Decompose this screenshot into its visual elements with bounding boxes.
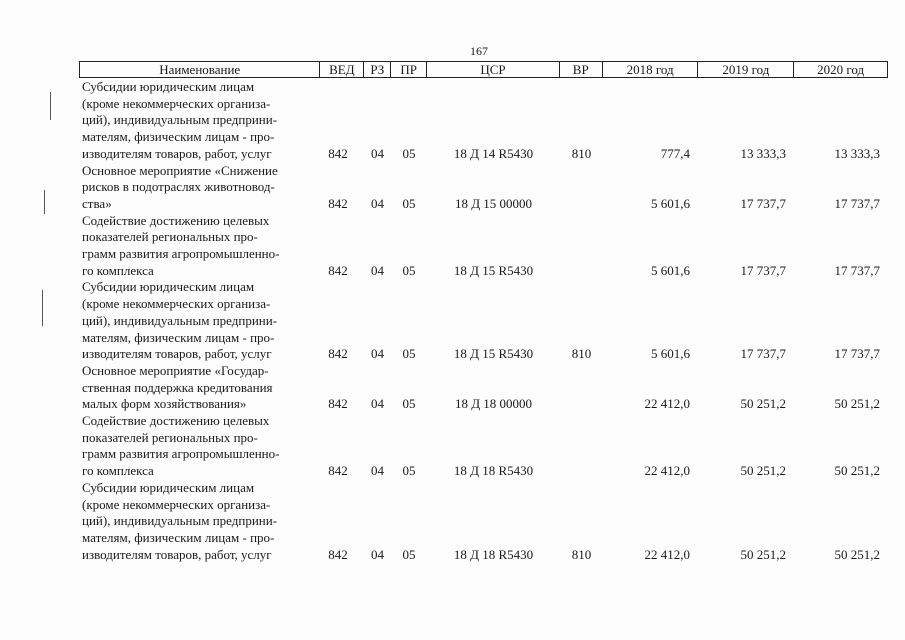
cell-rz: 04 <box>371 145 384 161</box>
row-name-line: мателям, физическим лицам - про- <box>82 129 275 145</box>
cell-pr: 05 <box>402 346 416 362</box>
row-name <box>79 163 320 213</box>
row-name <box>79 480 320 564</box>
cell-y2018: 5 601,6 <box>651 262 690 278</box>
cell-rz: 04 <box>371 195 384 211</box>
cell-ved: 842 <box>328 546 348 562</box>
row-name-line: грамм развития агропромышленно- <box>82 446 280 462</box>
row-name-line: изводителям товаров, работ, услуг <box>82 546 272 562</box>
cell-csr: 18 Д 15 R5430 <box>453 346 534 362</box>
row-name-line: мателям, физическим лицам - про- <box>82 529 275 545</box>
row-name <box>79 79 320 163</box>
cell-rz: 04 <box>371 463 384 479</box>
row-name-line: (кроме некоммерческих организа- <box>82 296 271 312</box>
cell-csr: 18 Д 18 00000 <box>454 396 533 412</box>
cell-csr: 18 Д 18 R5430 <box>453 463 534 479</box>
cell-ved: 842 <box>328 195 348 211</box>
cell-ved: 842 <box>328 396 348 412</box>
cell-y2019: 17 737,7 <box>740 346 786 362</box>
cell-rz: 04 <box>371 346 384 362</box>
cell-csr: 18 Д 15 R5430 <box>453 262 534 278</box>
scan-mark <box>50 92 51 120</box>
header-ved: ВЕД <box>320 62 364 77</box>
header-2020: 2020 год <box>817 62 865 77</box>
row-name-line: мателям, физическим лицам - про- <box>82 329 275 345</box>
cell-pr: 05 <box>402 262 416 278</box>
cell-y2020: 50 251,2 <box>834 546 880 562</box>
row-name <box>79 413 320 480</box>
cell-pr: 05 <box>402 145 416 161</box>
cell-y2020: 13 333,3 <box>834 145 880 161</box>
row-name <box>79 363 320 413</box>
table-row <box>79 413 888 480</box>
cell-ved: 842 <box>328 262 348 278</box>
cell-csr: 18 Д 18 R5430 <box>453 546 534 562</box>
cell-pr: 05 <box>402 546 416 562</box>
row-name-line: малых форм хозяйствования» <box>82 396 247 412</box>
row-name-line: Субсидии юридическим лицам <box>82 79 255 94</box>
row-name-line: Субсидии юридическим лицам <box>82 479 255 495</box>
cell-ved: 842 <box>328 145 348 161</box>
row-name-line: изводителям товаров, работ, услуг <box>82 145 272 161</box>
cell-vr: 810 <box>571 346 592 362</box>
row-name-line: Содействие достижению целевых <box>82 212 270 228</box>
table-row <box>79 79 888 163</box>
cell-y2020: 17 737,7 <box>834 346 880 362</box>
cell-y2018: 22 412,0 <box>644 463 690 479</box>
table-row <box>79 480 888 564</box>
cell-rz: 04 <box>371 262 384 278</box>
cell-pr: 05 <box>402 396 416 412</box>
table-body <box>79 79 888 563</box>
row-name-line: (кроме некоммерческих организа- <box>82 95 271 111</box>
cell-y2019: 50 251,2 <box>740 396 786 412</box>
cell-y2018: 22 412,0 <box>644 546 690 562</box>
header-2019: 2019 год <box>698 62 794 77</box>
table-row <box>79 279 888 363</box>
cell-pr: 05 <box>402 195 416 211</box>
cell-y2018: 22 412,0 <box>644 396 690 412</box>
header-rz: РЗ <box>364 62 391 77</box>
cell-pr: 05 <box>402 463 416 479</box>
row-name-line: показателей региональных про- <box>82 229 258 245</box>
row-name <box>79 279 320 363</box>
page-number: 167 <box>470 44 488 58</box>
row-name-line: рисков в подотраслях животновод- <box>82 179 275 195</box>
cell-y2018: 5 601,6 <box>651 346 690 362</box>
row-name-line: ций), индивидуальным предприни- <box>82 513 278 529</box>
row-name-line: ций), индивидуальным предприни- <box>82 112 278 128</box>
row-name-line: (кроме некоммерческих организа- <box>82 496 271 512</box>
cell-ved: 842 <box>328 346 348 362</box>
cell-rz: 04 <box>371 546 384 562</box>
row-name-line: го комплекса <box>82 463 154 479</box>
cell-csr: 18 Д 15 00000 <box>454 195 533 211</box>
cell-y2019: 17 737,7 <box>740 195 786 211</box>
header-vr: ВР <box>560 62 603 77</box>
table-header <box>79 61 888 78</box>
row-name-line: ственная поддержка кредитования <box>82 379 273 395</box>
cell-y2020: 17 737,7 <box>834 262 880 278</box>
cell-y2020: 50 251,2 <box>834 396 880 412</box>
cell-ved: 842 <box>328 463 348 479</box>
table-row <box>79 363 888 413</box>
table-row <box>79 163 888 213</box>
cell-y2018: 5 601,6 <box>651 195 690 211</box>
table-row <box>79 213 888 280</box>
cell-y2019: 17 737,7 <box>740 262 786 278</box>
row-name-line: показателей региональных про- <box>82 429 258 445</box>
cell-vr: 810 <box>571 145 592 161</box>
row-name-line: ства» <box>82 195 112 211</box>
cell-vr: 810 <box>571 546 592 562</box>
header-2018: 2018 год <box>603 62 699 77</box>
header-pr: ПР <box>391 62 427 77</box>
row-name-line: го комплекса <box>82 262 154 278</box>
scan-mark <box>42 290 43 326</box>
row-name-line: Содействие достижению целевых <box>82 413 270 429</box>
cell-csr: 18 Д 14 R5430 <box>453 145 534 161</box>
cell-y2019: 50 251,2 <box>740 546 786 562</box>
header-name: Наименование <box>80 62 320 77</box>
row-name-line: грамм развития агропромышленно- <box>82 246 280 262</box>
row-name-line: Основное мероприятие «Государ- <box>82 362 269 378</box>
cell-y2020: 50 251,2 <box>834 463 880 479</box>
cell-y2018: 777,4 <box>660 145 690 161</box>
scan-mark <box>44 190 45 214</box>
row-name-line: Субсидии юридическим лицам <box>82 279 255 295</box>
cell-y2020: 17 737,7 <box>834 195 880 211</box>
header-csr: ЦСР <box>427 62 560 77</box>
row-name-line: Основное мероприятие «Снижение <box>82 162 278 178</box>
cell-y2019: 13 333,3 <box>740 145 786 161</box>
row-name-line: ций), индивидуальным предприни- <box>82 312 278 328</box>
row-name <box>79 213 320 280</box>
cell-y2019: 50 251,2 <box>740 463 786 479</box>
cell-rz: 04 <box>371 396 384 412</box>
row-name-line: изводителям товаров, работ, услуг <box>82 346 272 362</box>
